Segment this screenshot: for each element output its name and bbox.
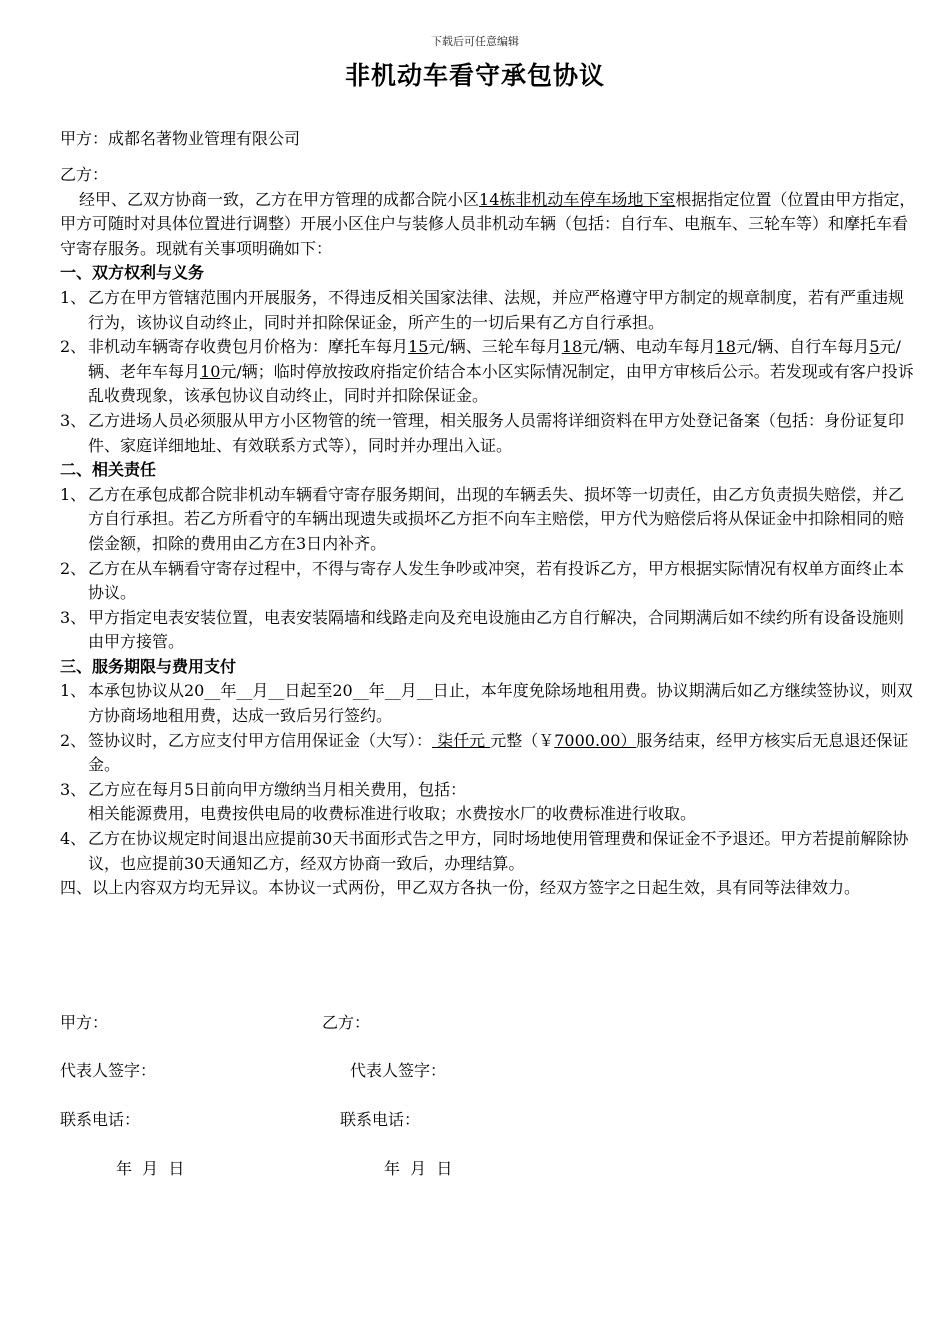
closing-clause: 四、以上内容双方均无异议。本协议一式两份，甲乙双方各执一份，经双方签字之日起生效，具有同等法律效力。 bbox=[60, 878, 861, 898]
price-ebike: 18 bbox=[715, 337, 736, 357]
deposit-amount: 7000.00） bbox=[554, 730, 637, 750]
sign-phone-b: 联系电话： bbox=[340, 1110, 421, 1129]
section-title: 二、相关责任 bbox=[60, 460, 157, 480]
clause-item: 2、 非机动车辆寄存收费包月价格为：摩托车每月15元/辆、三轮车每月18元/辆、电动车每月18元/辆、自行车每月5元/辆、老年车每月10元/辆；临时停放按政府指定价结合本小区实际情况制定，由甲方审核后公示。若发现或有客户投诉乱收费现象，该承包协议自动终止，同时并扣除保证金。 bbox=[60, 337, 914, 406]
sign-party-b: 乙方： bbox=[322, 1013, 371, 1032]
party-a-line: 甲方：成都名著物业管理有限公司 bbox=[60, 129, 301, 148]
price-moto: 15 bbox=[408, 337, 429, 357]
clause-item: 3、 甲方指定电表安装位置，电表安装隔墙和线路走向及充电设施由乙方自行解决，合同期满后如不续约所有设备设施则由甲方接管。 bbox=[60, 607, 905, 652]
sign-date-b: 年 月 日 bbox=[384, 1159, 453, 1178]
price-tricycle: 18 bbox=[561, 337, 583, 357]
price-elder: 10 bbox=[200, 361, 221, 381]
clause-item: 1、 乙方在甲方管辖范围内开展服务，不得违反相关国家法律、法规，并应严格遵守甲方制定的规章制度，若有严重违规行为，该协议自动终止，同时并扣除保证金，所产生的一切后果有乙方自行承担。 bbox=[60, 287, 905, 332]
document-title: 非机动车看守承包协议 bbox=[344, 61, 605, 90]
intro-paragraph: 经甲、乙双方协商一致，乙方在甲方管理的成都合院小区14栋非机动车停车场地下室根据指定位置（位置由甲方指定，甲方可随时对具体位置进行调整）开展小区住户与装修人员非机动车辆（包括：自行车、电瓶车、三轮车等）和摩托车看守寄存服务。现就有关事项明确如下： bbox=[60, 189, 916, 258]
section-title: 一、双方权利与义务 bbox=[60, 263, 205, 283]
section-title: 三、服务期限与费用支付 bbox=[60, 656, 237, 676]
clause-item: 4、 乙方在协议规定时间退出应提前30天书面形式告之甲方，同时场地使用管理费和保证金不予退还。甲方若提前解除协议，也应提前30天通知乙方，经双方协商一致后，办理结算。 bbox=[60, 829, 909, 873]
clause-item: 3、 乙方进场人员必须服从甲方小区物管的统一管理，相关服务人员需将详细资料在甲方处登记备案（包括：身份证复印件、家庭详细地址、有效联系方式等），同时并办理出入证。 bbox=[60, 410, 905, 455]
sign-party-a: 甲方： bbox=[60, 1013, 109, 1032]
party-b-line: 乙方： bbox=[60, 165, 109, 184]
clause-item: 1、 本承包协议从20__年__月__日起至20__年__月__日止，本年度免除场地租用费。协议期满后如乙方继续签协议，则双方协商场地租用费，达成一致后另行签约。 bbox=[60, 681, 913, 726]
location-field: 14栋非机动车停车场地下室 bbox=[479, 189, 676, 209]
clause-item: 2、 签协议时，乙方应支付甲方信用保证金（大写）： 柒仟元 元整（￥7000.00）服务结束，经甲方核实后无息退还保证金。 bbox=[60, 730, 909, 775]
sign-rep-a: 代表人签字： bbox=[60, 1061, 157, 1080]
clause-continuation: 相关能源费用，电费按供电局的收费标准进行收取；水费按水厂的收费标准进行收取。 bbox=[88, 804, 697, 824]
deposit-amount-cn: 柒仟元 bbox=[432, 730, 491, 750]
clause-item: 1、 乙方在承包成都合院非机动车辆看守寄存服务期间，出现的车辆丢失、损坏等一切责任，由乙方负责损失赔偿，并乙方自行承担。若乙方所看守的车辆出现遗失或损坏乙方拒不向车主赔偿，甲方代为赔偿后将从保证金中扣除相同的赔偿金额，扣除的费用由乙方在3日内补齐。 bbox=[60, 484, 905, 553]
price-bike: 5 bbox=[869, 337, 880, 357]
sign-rep-b: 代表人签字： bbox=[350, 1061, 447, 1080]
clause-item: 3、 乙方应在每月5日前向甲方缴纳当月相关费用，包括： bbox=[60, 779, 467, 799]
clause-item: 2、 乙方在从车辆看守寄存过程中，不得与寄存人发生争吵或冲突，若有投诉乙方，甲方根据实际情况有权单方面终止本协议。 bbox=[60, 558, 905, 603]
main-body bbox=[60, 163, 916, 901]
sign-date-a: 年 月 日 bbox=[116, 1159, 185, 1178]
sign-phone-a: 联系电话： bbox=[60, 1110, 141, 1129]
header-note: 下载后可任意编辑 bbox=[431, 35, 519, 48]
